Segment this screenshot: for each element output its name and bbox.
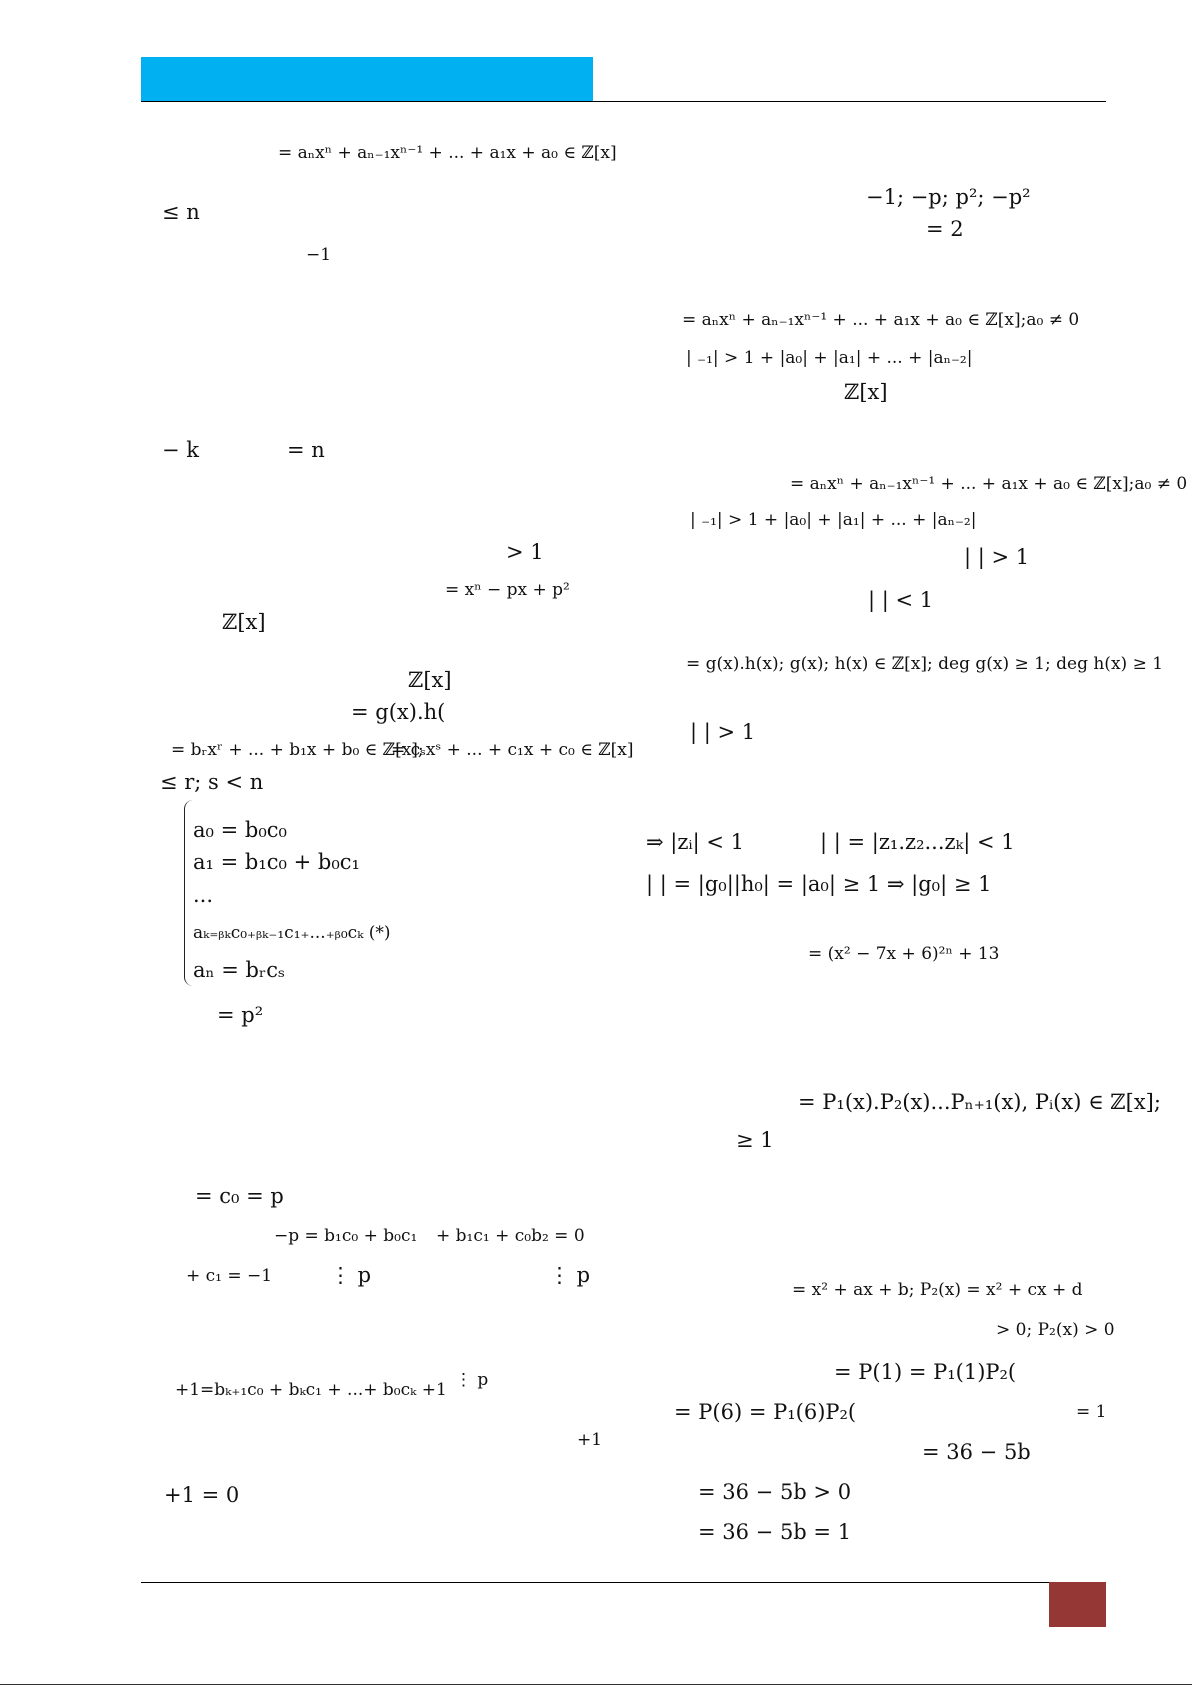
equals-c0-p: = c₀ = p	[195, 1184, 284, 1208]
plus-one-equals-zero: +1 = 0	[164, 1483, 240, 1507]
theorem-polynomial-1: = aₙxⁿ + aₙ₋₁xⁿ⁻¹ + ... + a₁x + a₀ ∈ ℤ[x];a₀ ≠ 0	[682, 310, 1080, 330]
theorem-inequality-1: | ₋₁| > 1 + |a₀| + |a₁| + ... + |aₙ₋₂|	[686, 348, 973, 368]
page-number-box	[1049, 1582, 1106, 1627]
evaluate-at-six: = P(6) = P₁(6)P₂(	[674, 1400, 857, 1424]
root-modulus-bound: ⇒ |zᵢ| < 1	[646, 830, 745, 854]
modulus-greater-one-1: | | > 1	[964, 545, 1030, 569]
theorem-inequality-2: | ₋₁| > 1 + |a₀| + |a₁| + ... + |aₙ₋₂|	[690, 510, 977, 530]
minus-one-index: −1	[306, 245, 332, 265]
header-bar	[141, 57, 593, 101]
positivity-condition: > 0; P₂(x) > 0	[996, 1320, 1115, 1340]
factorization: = g(x).h(	[351, 700, 446, 724]
divides-p-1: ⋮ p	[330, 1263, 372, 1287]
divides-p-2: ⋮ p	[549, 1263, 591, 1287]
product-factorization: = P₁(x).P₂(x)...Pₙ₊₁(x), Pᵢ(x) ∈ ℤ[x];	[798, 1090, 1161, 1114]
reducible-assumption: = g(x).h(x); g(x); h(x) ∈ ℤ[x]; deg g(x) ≥ 1; deg h(x) ≥ 1	[686, 654, 1164, 674]
footer-rule	[141, 1582, 1106, 1583]
factor-g-definition: = bᵣxʳ + ... + b₁x + b₀ ∈ ℤ[x];	[171, 740, 424, 760]
factor-h-definition: = cₛxˢ + ... + c₁x + c₀ ∈ ℤ[x]	[391, 740, 634, 760]
evaluate-at-one: = P(1) = P₁(1)P₂(	[834, 1360, 1017, 1384]
expression-36-5b: = 36 − 5b	[922, 1440, 1031, 1464]
equals-n: = n	[287, 438, 325, 462]
system-line-1: a₀ = b₀c₀	[193, 818, 287, 842]
greater-than-one: > 1	[506, 540, 544, 564]
plus-one: +1	[577, 1430, 603, 1450]
degree-condition: ≤ r; s < n	[160, 770, 264, 794]
degree-bound: ≤ n	[162, 200, 200, 224]
product-of-roots: | | = |z₁.z₂...zₖ| < 1	[820, 830, 1015, 854]
equals-one: = 1	[1076, 1402, 1107, 1422]
coefficient-relation-2: + b₁c₁ + c₀b₂ = 0	[436, 1226, 585, 1246]
system-line-2: a₁ = b₁c₀ + b₀c₁	[193, 850, 360, 874]
system-line-4: aₖ₌ᵦₖc₀₊ᵦₖ₋₁c₁₊...₊ᵦ₀cₖ (*)	[193, 923, 391, 943]
system-line-3: ...	[193, 883, 214, 907]
greater-equal-one: ≥ 1	[736, 1128, 774, 1152]
ring-zx-3: ℤ[x]	[844, 380, 888, 404]
coefficient-relation-1: −p = b₁c₀ + b₀c₁	[274, 1226, 418, 1246]
equals-p-squared: = p²	[217, 1003, 264, 1027]
constant-term-bound: | | = |g₀||h₀| = |a₀| ≥ 1 ⇒ |g₀| ≥ 1	[646, 872, 992, 896]
theorem-polynomial-2: = aₙxⁿ + aₙ₋₁xⁿ⁻¹ + ... + a₁x + a₀ ∈ ℤ[x];a₀ ≠ 0	[790, 474, 1188, 494]
modulus-less-one: | | < 1	[868, 588, 934, 612]
header-rule	[141, 101, 1106, 102]
example-polynomial-2: = (x² − 7x + 6)²ⁿ + 13	[808, 944, 1000, 964]
modulus-greater-one-2: | | > 1	[690, 720, 756, 744]
equals-one-condition: = 36 − 5b = 1	[698, 1520, 852, 1544]
positive-condition: = 36 − 5b > 0	[698, 1480, 852, 1504]
divides-p-3: ⋮ p	[455, 1370, 489, 1390]
quadratic-factors: = x² + ax + b; P₂(x) = x² + cx + d	[792, 1280, 1083, 1300]
poly-definition: = aₙxⁿ + aₙ₋₁xⁿ⁻¹ + ... + a₁x + a₀ ∈ ℤ[x]	[278, 143, 617, 163]
minus-k: − k	[162, 438, 199, 462]
ring-zx-2: ℤ[x]	[408, 668, 452, 692]
coefficient-relation-3: + c₁ = −1	[186, 1266, 273, 1286]
coefficient-relation-4: +1=bₖ₊₁c₀ + bₖc₁ + ...+ b₀cₖ +1	[175, 1380, 447, 1400]
root-candidates: −1; −p; p²; −p²	[866, 185, 1031, 209]
ring-zx-1: ℤ[x]	[222, 610, 266, 634]
equals-two: = 2	[926, 217, 964, 241]
example-polynomial: = xⁿ − px + p²	[445, 580, 570, 600]
system-line-5: aₙ = bᵣcₛ	[193, 958, 286, 982]
